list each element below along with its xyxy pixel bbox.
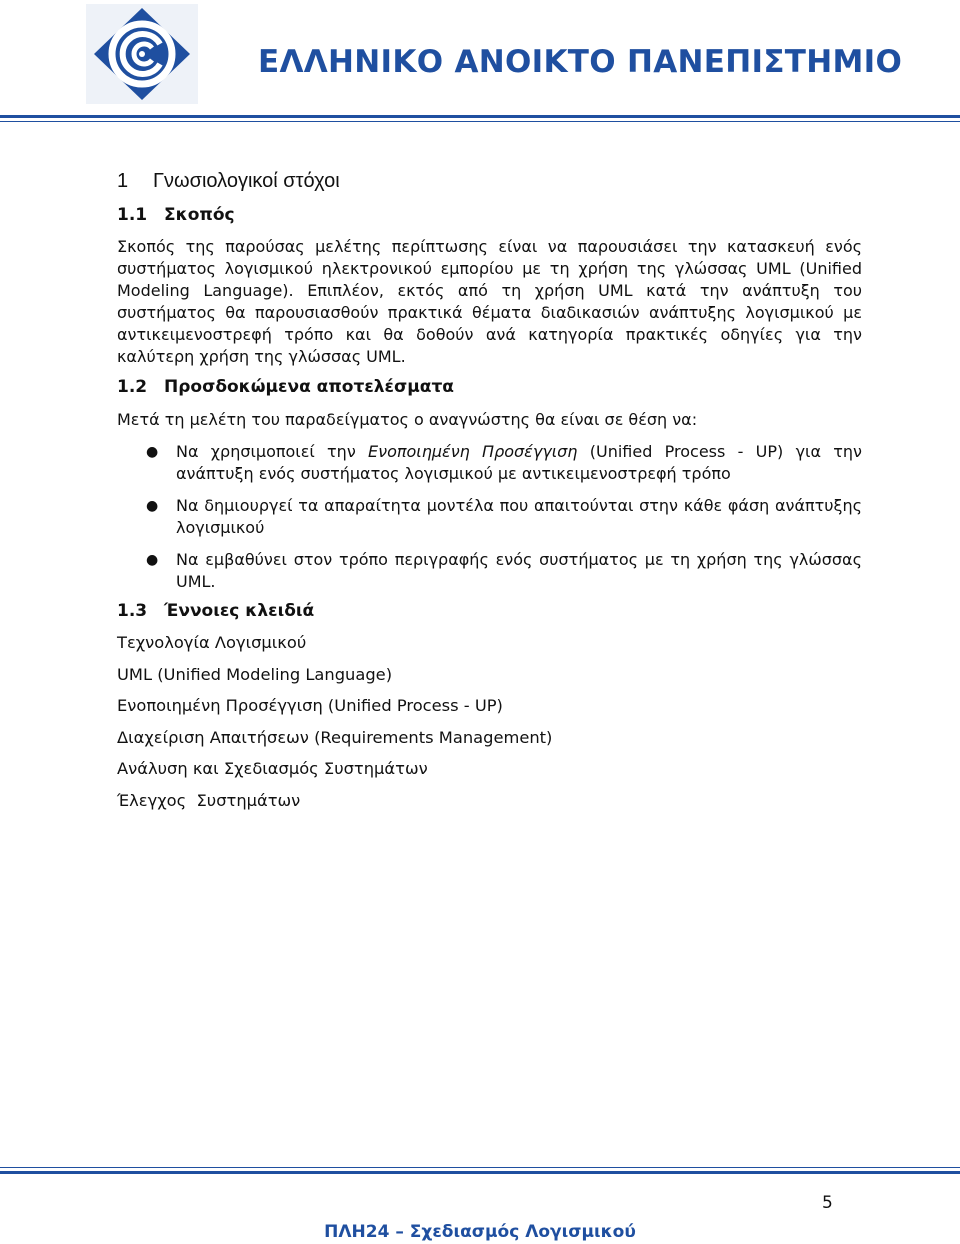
bullet-text: (Unified Process - UP) για την ανάπτυξη ενός συστήματος λογισμικού με αντικειμενοστρεφή τρόπο — [176, 442, 862, 483]
bullet-icon: ● — [146, 498, 159, 514]
section-title: Γνωσιολογικοί στόχοι — [153, 170, 340, 192]
bullet-icon: ● — [146, 444, 159, 460]
keyword-item: Τεχνολογία Λογισμικού — [117, 633, 307, 652]
university-title: ΕΛΛΗΝΙΚΟ ΑΝΟΙΚΤΟ ΠΑΝΕΠΙΣΤΗΜΙΟ — [258, 44, 903, 80]
keyword-item: Ενοποιημένη Προσέγγιση (Unified Process - UP) — [117, 696, 503, 715]
bullet-text: Να δημιουργεί τα απαραίτητα μοντέλα που απαιτούνται στην κάθε φάση ανάπτυξης λογισμικού — [176, 496, 862, 537]
section-heading — [117, 170, 340, 193]
footer-rule-thin — [0, 1167, 960, 1168]
list-item — [140, 441, 862, 485]
subsection-title: Προσδοκώμενα αποτελέσματα — [164, 377, 454, 397]
list-item — [140, 495, 862, 539]
section-number: 1 — [117, 170, 129, 192]
subsection-heading-keywords — [117, 601, 314, 621]
subsection-heading-outcomes — [117, 377, 454, 397]
subsection-title: Σκοπός — [164, 205, 235, 225]
bullet-text: Να χρησιμοποιεί την — [176, 442, 369, 461]
list-item — [140, 549, 862, 593]
keyword-item: Διαχείριση Απαιτήσεων (Requirements Management) — [117, 728, 553, 747]
purpose-paragraph: Σκοπός της παρούσας μελέτης περίπτωσης είναι να παρουσιάσει την κατασκευή ενός συστήματος λογισμικού ηλεκτρονικού εμπορίου με τη χρήση της γλώσσας UML (Unified Modeling Language). Επιπλέον, εκτός από τη χρήση UML κατά την ανάπτυξη του συστήματος θα παρουσιασθούν πρακτικά θέματα διαδικασιών ανάπτυξης λογισμικού με αντικειμενοστρεφή τρόπο και θα δοθούν ανά κατηγορία πρακτικές οδηγίες για την καλύτερη χρήση της γλώσσας UML. — [117, 237, 862, 366]
page-number: 5 — [822, 1193, 833, 1213]
subsection-heading-purpose — [117, 205, 235, 225]
university-logo-icon — [86, 4, 198, 104]
header-rule-thin — [0, 121, 960, 122]
keyword-item: Έλεγχος Συστημάτων — [117, 791, 301, 810]
outcomes-list — [140, 441, 862, 593]
footer-rule — [0, 1171, 960, 1174]
subsection-number: 1.1 — [117, 205, 148, 225]
keyword-item: UML (Unified Modeling Language) — [117, 665, 393, 684]
bullet-text: Να εμβαθύνει στον τρόπο περιγραφής ενός συστήματος με τη χρήση της γλώσσας UML. — [176, 550, 862, 591]
keyword-item: Ανάλυση και Σχεδιασμός Συστημάτων — [117, 759, 428, 778]
bullet-emphasis: Ενοποιημένη Προσέγγιση — [368, 442, 578, 461]
header-rule — [0, 115, 960, 118]
outcomes-intro: Μετά τη μελέτη του παραδείγματος ο αναγνώστης θα είναι σε θέση να: — [117, 410, 698, 429]
course-title: ΠΛΗ24 – Σχεδιασμός Λογισμικού — [324, 1222, 636, 1242]
subsection-number: 1.2 — [117, 377, 148, 397]
subsection-number: 1.3 — [117, 601, 148, 621]
bullet-icon: ● — [146, 552, 159, 568]
subsection-title: Έννοιες κλειδιά — [164, 601, 315, 621]
